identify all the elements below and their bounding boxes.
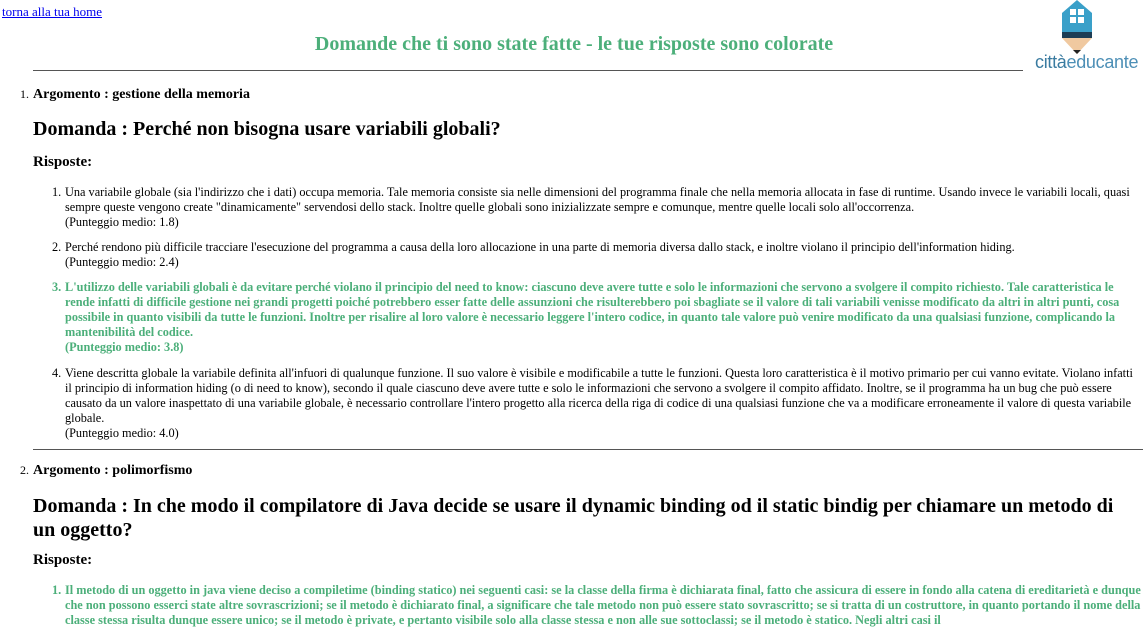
answer-item-selected: [52, 583, 1142, 628]
responses-label: Risposte:: [33, 154, 93, 170]
topic-label: Argomento : polimorfismo: [33, 463, 193, 478]
question-title: Domanda : Perché non bisogna usare variabili globali?: [33, 118, 501, 140]
answer-score: (Punteggio medio: 2.4): [65, 255, 179, 269]
topic-divider: [33, 449, 1143, 450]
answer-score: (Punteggio medio: 4.0): [65, 426, 179, 440]
logo-text-b: educante: [1066, 52, 1139, 72]
topic-number: 1.: [20, 87, 29, 101]
answer-text: Il metodo di un oggetto in java viene deciso a compiletime (binding statico) nei seguenti casi: se la classe della firma è dichiarata final, fatto che assicura di essere in fondo alla catena di ereditarietà e dunque che non possono esserci state altre sovrascrizioni; se il metodo è dichiarato final, a significare che tale metodo non può essere stato sovrascritto; se si tratta di un costruttore, in quanto portando il nome della classe stessa risulta dunque essere unico; se il metodo è private, e pertanto visibile solo alla classe stessa e non alle sue sottoclassi; se il metodo è statico. Negli altri casi il: [65, 583, 1141, 627]
topic-number: 2.: [20, 463, 29, 477]
logo-text-a: città: [1035, 52, 1067, 72]
answer-number: 3.: [52, 280, 62, 294]
answer-text: Perché rendono più difficile tracciare l'esecuzione del programma a causa della loro allocazione in una parte di memoria diversa dallo stack, e inoltre violano il principio dell'information hiding.: [65, 240, 1015, 254]
answer-item-selected: [52, 280, 1142, 355]
home-link[interactable]: torna alla tua home: [2, 4, 102, 19]
answer-text: Una variabile globale (sia l'indirizzo che i dati) occupa memoria. Tale memoria consiste sia nelle dimensioni del programma finale che nella memoria allocata in fase di runtime. Usando invece le variabili locali, quasi sempre queste vengono create "dinamicamente" servendosi dello stack. Inoltre quelle globali sono inizializzate sempre e comunque, mentre quelle locali solo all'occorrenza.: [65, 185, 1130, 214]
answer-score: (Punteggio medio: 1.8): [65, 215, 179, 229]
answer-number: 4.: [52, 366, 62, 380]
header-divider: [33, 70, 1023, 71]
answer-number: 1.: [52, 583, 62, 597]
answer-item: [52, 185, 1142, 230]
topic-label: Argomento : gestione della memoria: [33, 87, 250, 102]
answer-number: 1.: [52, 185, 62, 199]
answer-text: Viene descritta globale la variabile definita all'infuori di qualunque funzione. Il suo valore è visibile e modificabile a tutte le funzioni. Questa loro caratteristica è il motivo primario per cui vanno evitate. Violano infatti il principio di information hiding (o di need to know), secondo il quale ciascuno deve avere tutte e solo le informazioni che servono a svolgere il compito affidato. Inoltre, se il programma ha un bug che può essere causato da un valore inaspettato di una variabile globale, è necessario controllare l'intero progetto alla ricerca della riga di codice di una qualsiasi funzione che va a modificare erroneamente il valore di questa variabile globale.: [65, 366, 1133, 425]
responses-label: Risposte:: [33, 552, 93, 568]
answer-number: 2.: [52, 240, 62, 254]
question-title: Domanda : In che modo il compilatore di Java decide se usare il dynamic binding od il static bindig per chiamare un metodo di un oggetto?: [33, 495, 1114, 541]
answer-item: [52, 366, 1142, 441]
answer-text: L'utilizzo delle variabili globali è da evitare perché violano il principio del need to know: ciascuno deve avere tutte e solo le informazioni che servono a svolgere il compito richiesto. Tale caratteristica le rende infatti di difficile gestione nei grandi progetti poiché potrebbero esser fatte delle assunzioni che risulterebbero poi sbagliate se il valore di tali variabili venisse modificato da altri in altri punti, cosa possibile in quanto visibili da tutte le funzioni. Inoltre per risalire al loro valore è necessario leggere l'intero codice, in quanto tale valore può venire modificato da una qualsiasi funzione, complicando la mantenibilità del codice.: [65, 280, 1120, 339]
page-title: Domande che ti sono state fatte - le tue risposte sono colorate: [314, 33, 834, 55]
answer-item: [52, 240, 1142, 270]
answer-score: (Punteggio medio: 3.8): [65, 340, 184, 354]
